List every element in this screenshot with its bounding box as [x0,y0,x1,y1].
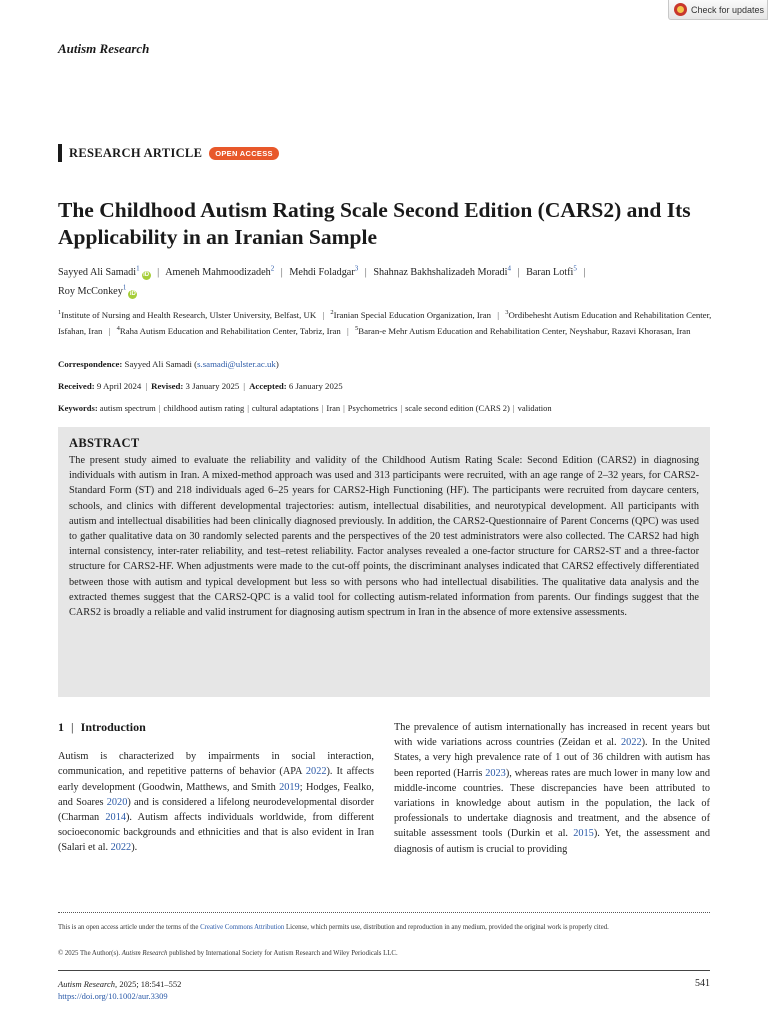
footer-divider [58,970,710,971]
creative-commons-link[interactable]: Creative Commons Attribution [200,924,285,931]
citation-link[interactable]: 2015 [573,828,594,840]
article-type-label: RESEARCH ARTICLE [69,145,203,160]
orcid-icon[interactable]: iD [143,272,150,279]
intro-paragraph-1: Autism is characterized by impairments in social interaction, communication, and repetitive patterns of behavior (APA 2022). It affects early development (Goodwin, Matthews, and Smith 2019; Hodges, Fealko, and Soares 2020) and is considered a lifelong neurodevelopmental disorder (Charman 2014). Autism affects individuals worldwide, from different socioeconomic backgrounds and ethnicities and that is also evident in Iran (Salari et al. 2022). [58,751,375,854]
citation-link[interactable]: 2022 [305,766,327,778]
intro-left-column [58,720,374,856]
open-access-badge: OPEN ACCESS [209,147,279,160]
intro-right-column [394,720,710,857]
citation-link[interactable]: 2022 [621,737,642,749]
article-title: The Childhood Autism Rating Scale Second Edition (CARS2) and Its Applicability in an Iranian Sample [58,198,691,249]
citation-link[interactable]: 2019 [279,781,300,793]
article-dates: Received: 9 April 2024 | Revised: 3 January 2025 | Accepted: 6 January 2025 [58,381,343,391]
journal-name: Autism Research [58,41,150,56]
orcid-icon[interactable]: iD [129,290,136,297]
author[interactable]: Shahnaz Bakhshalizadeh Moradi$^4$ [373,265,511,279]
correspondence: Correspondence: Sayyed Ali Samadi (s.samadi@ulster.ac.uk) [58,359,279,369]
check-for-updates-label: Check for updates [691,4,765,15]
section-heading-introduction: 1 | Introduction [58,720,146,734]
citation-link[interactable]: 2020 [106,796,128,808]
license-note: This is an open access article under the terms of the Creative Commons Attribution License, which permits use, distribution and reproduction in any medium, provided the original work is properly cited. [58,924,609,931]
citation-link[interactable]: 2014 [105,812,126,824]
affiliations: $^1$Institute of Nursing and Health Research, Ulster University, Belfast, UK | $^2$Iranian Special Education Organization, Iran | $^3$Ordibehesht Autism Education and Rehabilitation Center, Isfahan, Iran | $^4$Raha Autism Education and Rehabilitation Center, Tabriz, Iran | $^5$Baran-e Mehr Autism Education and Rehabilitation Center, Neyshabur, Razavi Khorasan, Iran [58,309,712,336]
abstract-text: The present study aimed to evaluate the reliability and validity of the Childhood Autism Rating Scale: Second Edition (CARS2) in diagnosing individuals with autism in Iran. A mixed-method approach was used and 313 participants were recruited, with an age range of 2–32 years, for CARS2-Standard Form (ST) and 218 individuals aged 6–25 years for CARS2-High Functioning (HF). The participants were recruited from daycare centers, schools, and clinics with different developmental trajectories: autism, intellectual disabilities, and neurotypical development. All participants with autism and intellectual disabilities had been clinically diagnosed previously. In addition, the CARS2-Questionnaire of Parent Concerns (QPC) was used to gather qualitative data on 30 randomly selected parents and the perspectives of the 20 test administrators were also collected. The CARS2 had high internal consistency, inter-rater reliability, and test–retest reliability. Factor analyses revealed a one-factor structure for CARS2-ST and a three-factor structure for CARS2-HF. When adjustments were made to the cut-off points, the discriminant analyses indicated that CARS2 effectively differentiated between those with autism and typical development but less so with persons who had intellectual disabilities. The qualitative data analysis and the extracted themes suggest that the CARS2-QPC is a valid tool for collecting autism-related information from parents. Our findings suggest that the CARS2 is broadly a reliable and valid instrument for diagnosing autism spectrum in Iran in the absence of more extensive assessments. [69,455,699,619]
copyright-note: © 2025 The Author(s). Autism Research published by International Society for Autism Research and Wiley Periodicals LLC. [58,950,398,957]
correspondence-email-link[interactable]: s.samadi@ulster.ac.uk [197,359,276,369]
author[interactable]: Sayyed Ali Samadi$^1$ [58,265,140,279]
footnote-divider [58,912,710,913]
check-for-updates-button[interactable] [668,0,768,20]
doi-link[interactable]: https://doi.org/10.1002/aur.3309 [58,991,168,1001]
crossmark-icon [674,3,687,16]
citation-link[interactable]: 2022 [110,842,132,854]
article-type [58,144,279,162]
article-type-bar-marker [58,144,62,162]
keywords: Keywords: autism spectrum | childhood autism rating | cultural adaptations | Iran | Psychometrics | scale second edition (CARS 2) | validation [58,403,552,413]
page-number: 541 [695,978,710,989]
intro-paragraph-2: The prevalence of autism internationally has increased in recent years but with wide variations across countries (Zeidan et al. 2022). In the United States, a very high prevalence rate of 1 out of 36 children with autism has been reported (Harris 2023), whereas rates are much lower in many low and middle-income countries. These discrepancies have been attributed to variations in knowledge about autism in the population, the lack of professionals to undertake diagnosis and treatment, and the absence of suitable assessment tools (Durkin et al. 2015). Yet, the assessment and diagnosis of autism is crucial to providing [394,722,710,855]
author[interactable]: Ameneh Mahmoodizadeh$^2$ [165,265,275,279]
author[interactable]: Mehdi Foladgar$^3$ [289,265,359,279]
citation-link[interactable]: 2023 [485,767,506,779]
footer-citation: Autism Research, 2025; 18:541–552 https://doi.org/10.1002/aur.3309 [58,979,182,1001]
abstract-box [58,427,710,697]
author[interactable]: Roy McConkey$^1$ [58,283,127,297]
abstract-heading: ABSTRACT [69,436,140,450]
author-list: Sayyed Ali Samadi$^1$iD | Ameneh Mahmoodizadeh$^2$ | Mehdi Foladgar$^3$ | Shahnaz Bakhshalizadeh Moradi$^4$ | Baran Lotfi$^5$ | Roy McConkey$^1$iD [58,265,586,297]
author[interactable]: Baran Lotfi$^5$ [526,265,577,279]
